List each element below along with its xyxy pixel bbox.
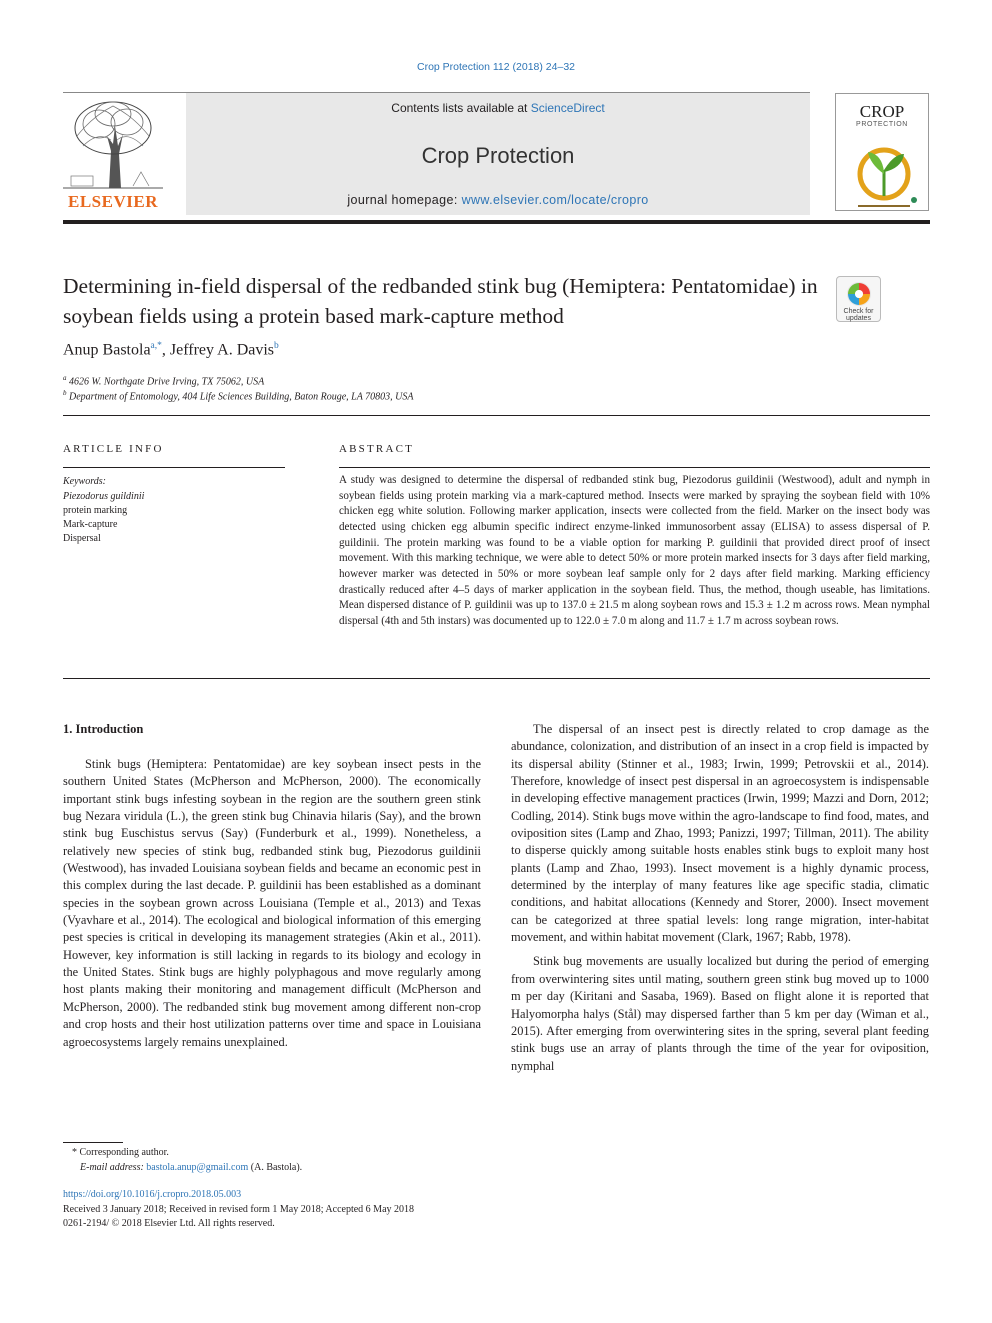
footnote-rule: [63, 1142, 123, 1143]
section-heading-introduction: 1. Introduction: [63, 722, 144, 736]
keyword: Mark-capture: [63, 519, 118, 530]
cover-subtitle: PROTECTION: [856, 121, 908, 128]
author-list: Anup Bastola$^{a,*}$, Jeffrey A. Davis$^b$: [63, 341, 279, 359]
abstract-rule: [339, 467, 930, 468]
copyright-line: 0261-2194/ © 2018 Elsevier Ltd. All rights reserved.: [63, 1218, 275, 1229]
journal-header-banner: [186, 93, 810, 215]
email-link[interactable]: bastola.anup@gmail.com: [146, 1162, 249, 1173]
journal-title: Crop Protection: [421, 143, 575, 168]
journal-citation[interactable]: Crop Protection 112 (2018) 24–32: [417, 61, 575, 73]
section-rule: [63, 415, 930, 416]
article-info-heading: ARTICLE INFO: [63, 443, 164, 455]
affiliation-a: $^a$ 4626 W. Northgate Drive Irving, TX 75062, USA: [63, 374, 265, 388]
author-affiliation-mark[interactable]: a,*: [150, 341, 162, 351]
keywords-label: Keywords:: [63, 476, 106, 487]
cover-title: CROP: [859, 102, 905, 121]
journal-cover-thumbnail[interactable]: [835, 93, 929, 211]
keyword: Piezodorus guildinii: [63, 491, 145, 502]
elsevier-logo[interactable]: [63, 96, 163, 212]
keyword: Dispersal: [63, 533, 101, 544]
seedling-icon: [844, 134, 920, 208]
abstract-heading: ABSTRACT: [339, 443, 415, 455]
author-name[interactable]: Anup Bastola: [63, 341, 151, 359]
author-affiliation-mark[interactable]: b: [274, 341, 279, 351]
homepage-link[interactable]: www.elsevier.com/locate/cropro: [461, 193, 649, 207]
header-thick-rule: [63, 220, 930, 224]
sciencedirect-link[interactable]: ScienceDirect: [530, 101, 605, 115]
crossmark-icon: [846, 281, 872, 307]
keyword: protein marking: [63, 505, 128, 516]
abstract-text: A study was designed to determine the dispersal of redbanded stink bug, Piezodorus guildinii (Westwood), adult and nymph in soybean fields using protein marking via a mark-captured method. Insects were marked by spraying the soybean field with 10% chicken egg white solution. Following marker application, insects were collected from the field. Marker on the insect body was detected using chicken egg albumin specific indirect enzyme-linked immunosorbent assay (ELISA) to assess dispersal of P. guildinii. The protein marking was found to be a viable option for marking P. guildinii that provided direct proof of insect movement. With this marking technique, we were able to detect 50% or more protein marked insects for 3 days after field marking, however marker was detected in 50% or more soybean leaf sample only for 2 days after field marking. Marking efficiency drastically reduced after 4–5 days of marker application in the soybean field. Thus, the method, though useable, has limitations. Mean dispersed distance of P. guildinii was up to 137.0 ± 21.5 m along soybean rows and 15.3 ± 1.2 m across rows. Mean nymphal dispersal (4th and 5th instars) was documented up to 122.0 ± 7.0 m along and 11.7 ± 1.7 m across soybean rows.: [339, 474, 930, 627]
contents-availability: Contents lists available at ScienceDirect: [391, 101, 605, 115]
article-dates: Received 3 January 2018; Received in revised form 1 May 2018; Accepted 6 May 2018: [63, 1204, 415, 1215]
corresponding-author-note: * Corresponding author.: [72, 1147, 169, 1158]
section-rule: [63, 678, 930, 679]
introduction-right-column: [511, 721, 929, 1075]
doi-link[interactable]: https://doi.org/10.1016/j.cropro.2018.05.003: [63, 1189, 242, 1200]
elsevier-wordmark: ELSEVIER: [68, 192, 158, 211]
elsevier-tree-icon: [63, 96, 163, 190]
introduction-paragraph: The dispersal of an insect pest is directly related to crop damage as the abundance, colonization, and distribution of an insect in a crop field is impacted by its dispersal ability (Stinner et al., 1983; Irwin, 1999; Petrovskii et al., 2014). Therefore, knowledge of insect pest dispersal in an agroecosystem is indispensable in developing effective management practices (Irwin, 1999; Mazzi and Dorn, 2012; Codling, 2014). Stink bugs move within the agro-landscape to find food, mates, and oviposition sites (Lamp and Zhao, 1993; Panizzi, 1997; Tillman, 2011). The ability to disperse quickly among suitable hosts enables stink bugs to exploit many host plants (Lamp and Zhao, 1993). Insect movement is a highly dynamic process, determined by the interplay of many features like age specific stadia, climatic conditions, and habitat allocations (Kennedy and Storer, 2000). Insect movement can be categorized at three spatial levels: long range migration, inter-habitat movement, and within habitat movement (Clark, 1967; Rabb, 1978).: [511, 722, 929, 945]
introduction-paragraph: Stink bug movements are usually localized but during the period of emerging from overwintering sites until mating, southern green stink bug moved up to 1000 m per day (Kiritani and Sasaba, 1969). Based on flight alone it is reported that Halyomorpha halys (Stål) may dispersed farther than 5 km per day (Wiman et al., 2015). After emerging from overwintering sites in the spring, several plant feeding stink bugs use an array of plants through the time of the year for oviposition, nymphal: [511, 954, 929, 1073]
introduction-paragraph: Stink bugs (Hemiptera: Pentatomidae) are key soybean insect pests in the southern United States (McPherson and McPherson, 2000). The economically important stink bugs infesting soybean in the region are the southern green stink bug Nezara viridula (L.), the green stink bug Chinavia hilaris (Say), and the brown stink bug Euschistus servus (Say) (Funderburk et al., 1999). Nonetheless, a relatively new species of stink bug, redbanded stink bug, Piezodorus guildinii (Westwood), has invaded Louisiana soybean fields and became an economic pest in this complex during the last decade. P. guildinii has been established as a dominant species in the soybean grown across Louisiana (Temple et al., 2013) and Texas (Vyavhare et al., 2014). The ecological and biological information of this emerging pest species is critical in developing its management strategies (Akin et al., 2011). However, key information is still lacking in regards to its biology and ecology in the United States. Stink bugs are highly polyphagous and move regularly among host plants making their monitoring and management difficult (McPherson and McPherson, 2000). The redbanded stink bug movement among different non-crop and crop hosts and their host utilization patterns over time and space in Louisiana agroecosystems largely remains unexplained.: [63, 757, 481, 1049]
affiliation-b: $^b$ Department of Entomology, 404 Life Sciences Building, Baton Rouge, LA 70803, USA: [63, 389, 414, 403]
article-info-rule: [63, 467, 285, 468]
author-name[interactable]: Jeffrey A. Davis: [169, 341, 275, 359]
article-title: Determining in-field dispersal of the redbanded stink bug (Hemiptera: Pentatomidae) in soybean fields using a protein based mark-capture method: [63, 274, 818, 328]
email-note: E-mail address: bastola.anup@gmail.com (A. Bastola).: [80, 1162, 303, 1173]
journal-homepage: journal homepage: www.elsevier.com/locate/cropro: [347, 193, 649, 207]
crossmark-label: Check for updates: [843, 308, 874, 322]
check-for-updates-badge[interactable]: [836, 276, 881, 322]
